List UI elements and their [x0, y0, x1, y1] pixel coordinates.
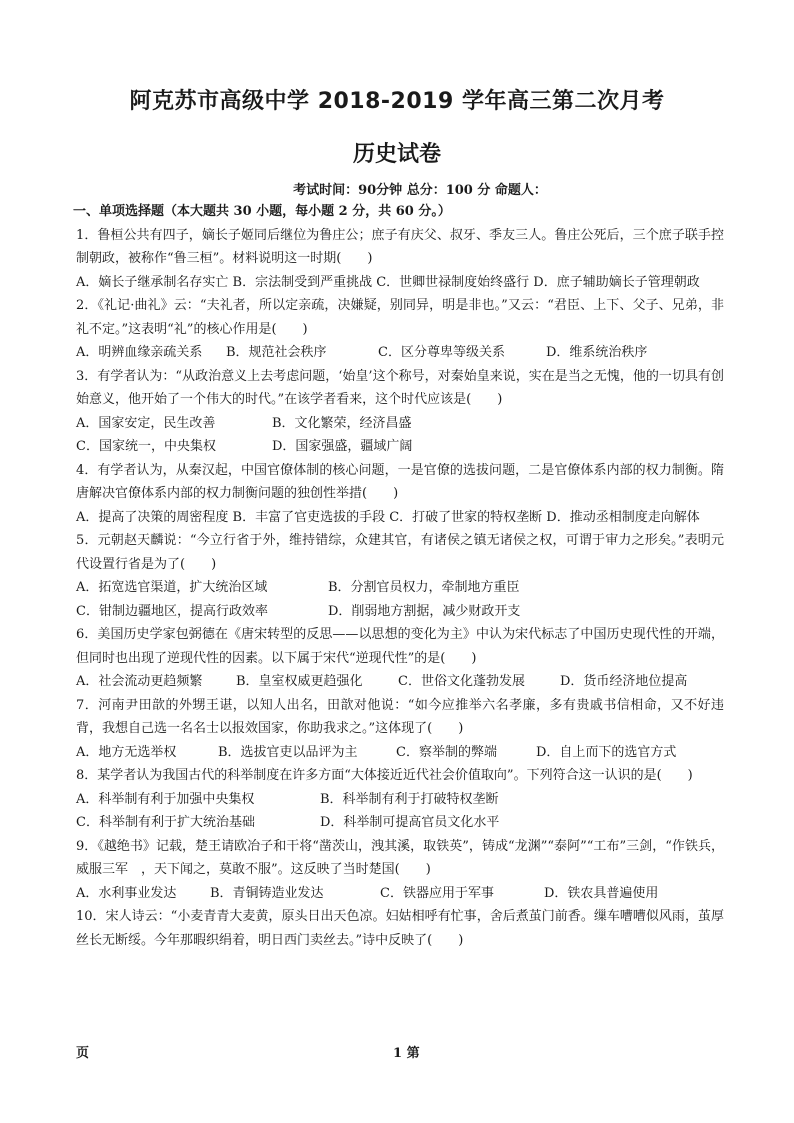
footer-page-label: 页 [76, 1046, 90, 1061]
option-b: B．规范社会秩序 [226, 345, 327, 360]
option-c: C．钳制边疆地区，提高行政效率 [76, 603, 268, 619]
option-a: A．拓宽选官渠道，扩大统治区域 [76, 580, 268, 595]
question-text: 4．有学者认为，从秦汉起，中国官僚体制的核心问题，一是官僚的选拔问题，二是官僚体系内部的权力制衡。隋唐解决官僚体系内部的权力制衡问题的独创性举措( ) [76, 462, 724, 501]
question-text: 5．元朝赵天麟说：“今立行省于外，维持错综，众建其官，有诸侯之镇无诸侯之权，可谓于审力之形矣。”表明元代设置行省是为了( ) [76, 533, 724, 572]
exam-info: 考试时间：90分钟 总分：100 分 命题人： [293, 183, 547, 198]
exam-title: 阿克苏市高级中学 2018-2019 学年高三第二次月考 [129, 89, 665, 114]
option-a: A．科举制有利于加强中央集权 [76, 791, 255, 807]
option-c: C．国家统一，中央集权 [76, 439, 216, 454]
option-c: C．铁器应用于军事 [380, 885, 494, 901]
footer-page-number: 1 第 [393, 1046, 420, 1061]
question-text: 2．《礼记·曲礼》云：“夫礼者，所以定亲疏，决嫌疑，别同异，明是非也。”又云：“君臣、上下、父子、兄弟，非礼不定。”这表明“礼”的核心作用是( ) [76, 298, 724, 337]
question-4 [76, 459, 724, 530]
question-text: 9．《越绝书》记载，楚王请欧冶子和干将“凿茨山，洩其溪，取铁英”，铸成“龙渊”“泰阿”“工布”三剑，“作铁兵，威服三军 ，天下闻之，莫敢不服”。这反映了当时楚国( ) [76, 838, 724, 877]
options-row [76, 811, 724, 835]
question-1 [76, 224, 724, 295]
option-c: C．区分尊卑等级关系 [378, 345, 505, 360]
question-6 [76, 623, 724, 694]
question-text: 8．某学者认为我国古代的科举制度在许多方面“大体接近近代社会价值取向”。下列符合这一认识的是( ) [76, 768, 693, 783]
option-d: D．货币经济地位提高 [560, 674, 688, 689]
question-2 [76, 294, 724, 365]
option-c: C．世俗文化蓬勃发展 [398, 674, 525, 689]
option-a: A．地方无选举权 [76, 744, 177, 760]
question-10 [76, 905, 724, 952]
question-8 [76, 764, 724, 835]
option-b: B．分割官员权力，牵制地方重臣 [328, 580, 520, 595]
question-7 [76, 694, 724, 765]
question-3 [76, 365, 724, 459]
option-a: A．社会流动更趋频繁 [76, 674, 203, 689]
section-heading: 一、单项选择题（本大题共 30 小题，每小题 2 分，共 60 分。） [73, 204, 451, 219]
options-row [76, 341, 724, 365]
option-d: D．国家强盛，疆域广阔 [272, 439, 413, 454]
options-row [76, 788, 724, 812]
options-row [76, 600, 724, 624]
question-options: A．嫡长子继承制名存实亡 B．宗法制受到严重挑战 C．世卿世禄制度始终盛行 D．庶子辅助嫡长子管理朝政 [76, 274, 700, 290]
question-text: 7．河南尹田歆的外甥王谌，以知人出名，田歆对他说：“如今应推举六名孝廉，多有贵戚书信相命，又不好违背，我想自己选一名名士以报效国家，你助我求之。”这体现了( ) [76, 697, 724, 736]
option-b: B．选拔官吏以品评为主 [218, 744, 358, 760]
question-text: 10．宋人诗云：“小麦青青大麦黄，原头日出天色凉。妇姑相呼有忙事，舍后煮茧门前香。缫车嘈嘈似风雨，茧厚丝长无断绥。今年那暇织绢着，明日西门卖丝去。”诗中反映了( ) [76, 909, 724, 948]
option-d: D．科举制可提高官员文化水平 [320, 815, 500, 830]
option-d: D．削弱地方割据，减少财政开支 [328, 603, 521, 619]
option-a: A．水利事业发达 [76, 885, 177, 901]
question-options: A．提高了决策的周密程度 B．丰富了官吏选拔的手段 C．打破了世家的特权垄断 D．推动丞相制度走向解体 [76, 509, 700, 525]
options-row [76, 576, 724, 600]
options-row [76, 882, 724, 906]
question-text: 3．有学者认为：“从政治意义上去考虑问题，‘始皇’这个称号，对秦始皇来说，实在是当之无愧，他的一切具有创始意义，他开始了一个伟大的时代。”在该学者看来，这个时代应该是( ) [76, 368, 724, 407]
option-d: D．铁农具普遍使用 [544, 885, 659, 901]
question-5 [76, 529, 724, 623]
option-a: A．明辨血缘亲疏关系 [76, 345, 203, 360]
option-b: B．青铜铸造业发达 [210, 885, 324, 901]
option-b: B．科举制有利于打破特权垄断 [320, 791, 499, 807]
option-a: A．国家安定，民生改善 [76, 415, 216, 431]
option-c: C．察举制的弊端 [396, 744, 497, 760]
options-row [76, 435, 724, 459]
option-d: D．维系统治秩序 [546, 345, 648, 360]
question-9 [76, 835, 724, 906]
exam-body [73, 200, 724, 952]
option-b: B．皇室权威更趋强化 [236, 674, 363, 689]
options-row [76, 670, 724, 694]
exam-subtitle: 历史试卷 [352, 142, 441, 167]
question-text: 1．鲁桓公共有四子，嫡长子姬同后继位为鲁庄公；庶子有庆父、叔牙、季友三人。鲁庄公死后，三个庶子联手控制朝政，被称作“鲁三桓”。材料说明这一时期( ) [76, 227, 724, 266]
option-b: B．文化繁荣，经济昌盛 [272, 415, 412, 431]
options-row [76, 741, 724, 765]
question-text: 6．美国历史学家包弼德在《唐宋转型的反思——以思想的变化为主》中认为宋代标志了中国历史现代性的开端，但同时也出现了逆现代性的因素。以下属于宋代“逆现代性”的是( ) [76, 627, 724, 666]
option-c: C．科举制有利于扩大统治基础 [76, 815, 255, 830]
options-row [76, 412, 724, 436]
option-d: D．自上而下的选官方式 [536, 744, 677, 760]
